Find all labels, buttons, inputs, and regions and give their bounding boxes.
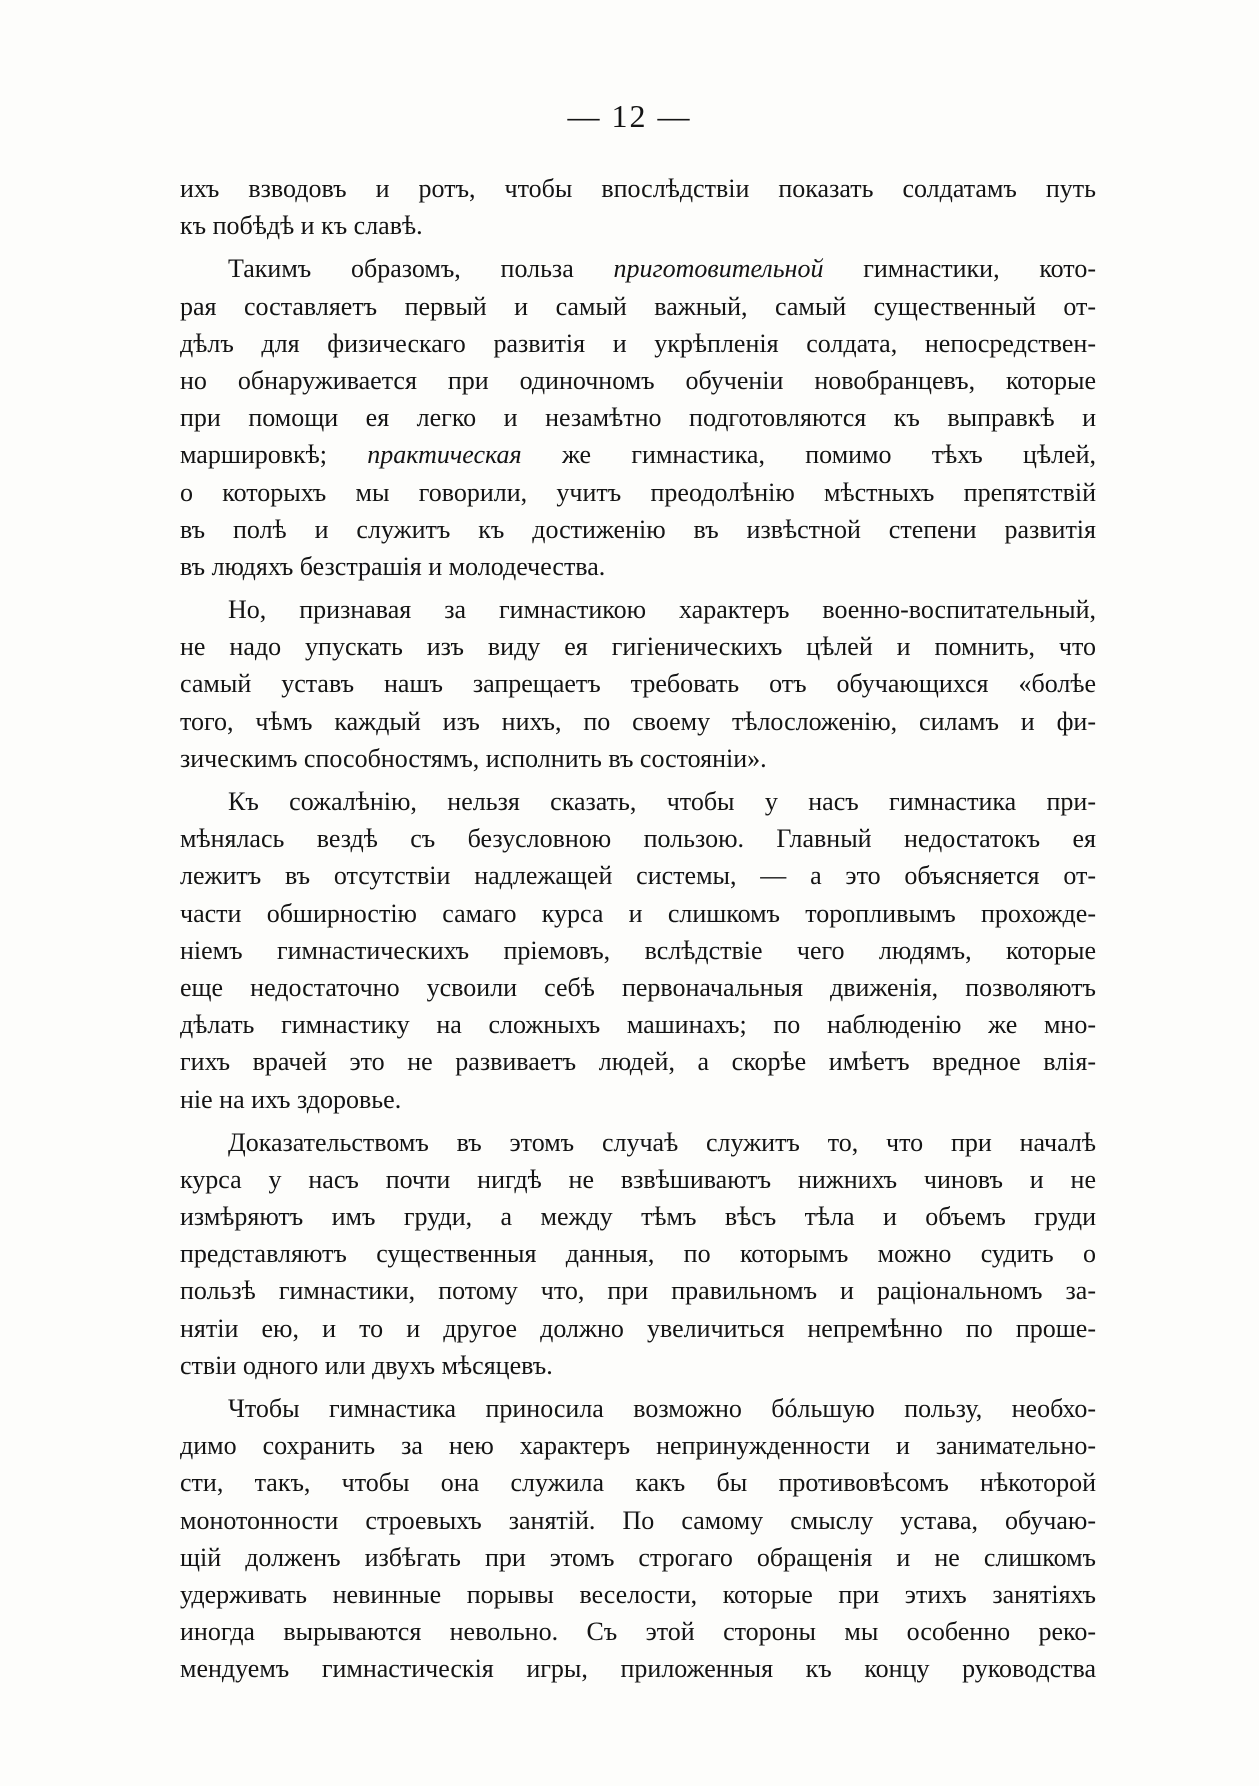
- text-line: части обширностію самаго курса и слишкомъ торопливымъ прохожде-: [180, 898, 1096, 928]
- body-text: [180, 170, 1096, 1688]
- text-line: въ людяхъ безстрашія и молодечества.: [180, 551, 606, 581]
- text-line: удерживать невинные порывы веселости, которые при этихъ занятіяхъ: [180, 1579, 1096, 1609]
- text-line: ніе на ихъ здоровье.: [180, 1084, 402, 1114]
- text-line: не надо упускать изъ виду ея гигіеническихъ цѣлей и помнить, что: [180, 632, 1096, 662]
- text-line: того, чѣмъ каждый изъ нихъ, по своему тѣлосложенію, силамъ и фи-: [180, 706, 1096, 736]
- text-line: рая составляетъ первый и самый важный, самый существенный от-: [180, 291, 1096, 321]
- text-line: гихъ врачей это не развиваетъ людей, а скорѣе имѣетъ вредное влія-: [180, 1047, 1096, 1077]
- text-line: къ побѣдѣ и къ славѣ.: [180, 211, 423, 241]
- text-line: сти, такъ, чтобы она служила какъ бы противовѣсомъ нѣкоторой: [180, 1468, 1096, 1498]
- text-line: димо сохранить за нею характеръ непринужденности и занимательно-: [180, 1431, 1096, 1461]
- text-line: въ полѣ и служитъ къ достиженію въ извѣстной степени развитія: [180, 514, 1096, 544]
- text-line: маршировкѣ; практическая же гимнастика, помимо тѣхъ цѣлей,: [180, 440, 1096, 470]
- text-line: самый уставъ нашъ запрещаетъ требовать отъ обучающихся «болѣе: [180, 669, 1096, 699]
- text-line: курса у насъ почти нигдѣ не взвѣшиваютъ нижнихъ чиновъ и не: [180, 1164, 1096, 1194]
- text-line: ніемъ гимнастическихъ пріемовъ, вслѣдствіе чего людямъ, которые: [180, 935, 1096, 965]
- text-line: нятіи ею, и то и другое должно увеличиться непремѣнно по проше-: [180, 1313, 1096, 1343]
- text-line: щій долженъ избѣгать при этомъ строгаго обращенія и не слишкомъ: [180, 1542, 1096, 1572]
- text-line: Такимъ образомъ, польза приготовительной гимнастики, кото-: [228, 254, 1096, 284]
- text-line: мендуемъ гимнастическія игры, приложенныя къ концу руководства: [180, 1654, 1096, 1684]
- text-line: ствіи одного или двухъ мѣсяцевъ.: [180, 1350, 553, 1380]
- text-line: Доказательствомъ въ этомъ случаѣ служитъ то, что при началѣ: [228, 1127, 1096, 1157]
- text-line: но обнаруживается при одиночномъ обученіи новобранцевъ, которые: [180, 365, 1096, 395]
- text-line: ихъ взводовъ и ротъ, чтобы впослѣдствіи показать солдатамъ путь: [180, 174, 1096, 203]
- text-line: зическимъ способностямъ, исполнить въ состояніи».: [180, 743, 767, 773]
- text-line: мѣнялась вездѣ съ безусловною пользою. Главный недостатокъ ея: [180, 824, 1096, 854]
- text-line: еще недостаточно усвоили себѣ первоначальныя движенія, позволяютъ: [180, 972, 1096, 1002]
- text-line: дѣлъ для физическаго развитія и укрѣпленія солдата, непосредствен-: [180, 328, 1096, 358]
- italic-term: приготовительной: [613, 254, 824, 284]
- text-line: измѣряютъ имъ груди, а между тѣмъ вѣсъ тѣла и объемъ груди: [180, 1202, 1096, 1232]
- text-line: Но, признавая за гимнастикою характеръ военно-воспитательный,: [228, 595, 1096, 625]
- text-line: представляютъ существенныя данныя, по которымъ можно судить о: [180, 1239, 1096, 1269]
- italic-term: практическая: [367, 440, 522, 470]
- page-number: — 12 —: [567, 98, 692, 134]
- text-line: иногда вырываются невольно. Съ этой стороны мы особенно реко-: [180, 1617, 1096, 1647]
- text-line: Къ сожалѣнію, нельзя сказать, чтобы у насъ гимнастика при-: [228, 787, 1096, 816]
- text-line: пользѣ гимнастики, потому что, при правильномъ и раціональномъ за-: [180, 1276, 1096, 1306]
- text-line: монотонности строевыхъ занятій. По самому смыслу устава, обучаю-: [180, 1505, 1096, 1535]
- text-line: о которыхъ мы говорили, учитъ преодолѣнію мѣстныхъ препятствій: [180, 477, 1096, 507]
- text-line: дѣлать гимнастику на сложныхъ машинахъ; по наблюденію же мно-: [180, 1010, 1096, 1040]
- text-line: лежитъ въ отсутствіи надлежащей системы, — а это объясняется от-: [180, 861, 1096, 891]
- text-line: Чтобы гимнастика приносила возможно бóльшую пользу, необхо-: [228, 1394, 1096, 1423]
- text-line: при помощи ея легко и незамѣтно подготовляются къ выправкѣ и: [180, 403, 1096, 433]
